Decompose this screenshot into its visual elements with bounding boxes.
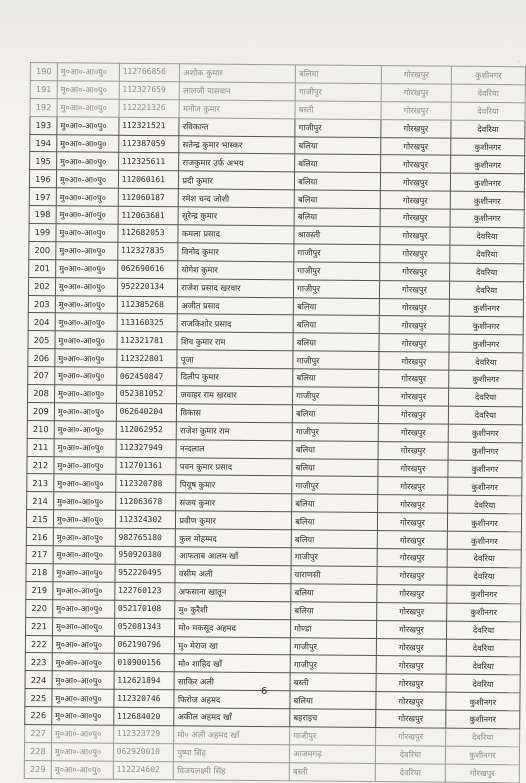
table-row (24, 760, 519, 782)
current-posting-cell: देवरिया (375, 763, 445, 782)
new-posting-cell: देवरिया (446, 639, 520, 658)
new-posting-cell: देवरिया (446, 621, 520, 640)
employee-id-cell: 112621894 (114, 672, 175, 690)
current-posting-cell: गोरखपुर (378, 405, 448, 424)
serial-number-cell: 213 (27, 474, 54, 492)
home-district-cell: गाजीपुर (294, 279, 380, 298)
employee-name-cell: सतेन्द्र कुमार भास्कर (179, 135, 295, 154)
rank-cell: मु०आ०-आ०पु० (54, 438, 116, 456)
home-district-cell: गोण्डा (291, 619, 377, 638)
rank-cell: मु०आ०-आ०पु० (56, 170, 118, 188)
employee-id-cell: 112060161 (118, 171, 179, 189)
rank-cell: मु०आ०-आ०पु० (54, 456, 116, 474)
home-district-cell: श्रावस्ती (294, 226, 380, 245)
new-posting-cell: कुशीनगर (448, 460, 522, 479)
employee-id-cell: 112327835 (117, 242, 178, 260)
rank-cell: मु०आ०-आ०पु० (56, 188, 118, 206)
current-posting-cell: गोरखपुर (380, 244, 450, 263)
new-posting-cell: देवरिया (449, 281, 523, 300)
serial-number-cell: 202 (28, 277, 55, 295)
employee-id-cell: 052381052 (116, 385, 177, 403)
rank-cell: मु०आ०-आ०पु० (52, 635, 114, 653)
employee-id-cell: 112682053 (118, 224, 179, 242)
current-posting-cell: गोरखपुर (381, 119, 451, 138)
rank-cell: मु०आ०-आ०पु० (51, 760, 113, 778)
current-posting-cell: गोरखपुर (379, 298, 449, 317)
rank-cell: मु०आ०-आ०पु० (53, 564, 115, 582)
home-district-cell: गाजीपुर (295, 83, 381, 102)
serial-number-cell: 218 (26, 563, 53, 581)
employee-id-cell: 112060187 (118, 189, 179, 207)
edge-mark: · (515, 58, 523, 66)
current-posting-cell: गोरखपुर (380, 209, 450, 228)
serial-number-cell: 216 (26, 528, 53, 546)
employee-name-cell: राजेश प्रसाद खरवार (178, 278, 294, 297)
rank-cell: मु०आ०-आ०पु० (53, 582, 115, 600)
employee-id-cell: 112321521 (119, 117, 180, 135)
employee-id-cell: 112684020 (113, 707, 174, 725)
employee-id-cell: 112321781 (117, 332, 178, 350)
home-district-cell: बलिया (293, 333, 379, 352)
employee-name-cell: मो० अली अहमद खाँ (174, 726, 290, 745)
serial-number-cell: 221 (25, 617, 52, 635)
current-posting-cell: गोरखपुर (379, 334, 449, 353)
employee-name-cell: जवाहर राम खरवार (177, 386, 293, 405)
employee-name-cell: रविकान्त (179, 117, 295, 136)
home-district-cell: बस्ती (290, 673, 376, 692)
employee-name-cell: राजकुमार उर्फ अभय (179, 153, 295, 172)
current-posting-cell: गोरखपुर (381, 83, 451, 102)
serial-number-cell: 205 (28, 331, 55, 349)
new-posting-cell: देवरिया (450, 227, 524, 246)
new-posting-cell: देवरिया (446, 674, 520, 693)
rank-cell: मु०आ०-आ०पु० (55, 331, 117, 349)
employee-id-cell: 112701361 (116, 457, 177, 475)
employee-id-cell: 982765180 (115, 528, 176, 546)
serial-number-cell: 222 (25, 635, 52, 653)
employee-name-cell: आफताब आलम खाँ (176, 547, 292, 566)
current-posting-cell: गोरखपुर (381, 66, 451, 85)
employee-name-cell: अकील अहमद खाँ (174, 708, 290, 727)
serial-number-cell: 190 (30, 63, 57, 81)
serial-number-cell: 201 (29, 259, 56, 277)
current-posting-cell: गोरखपुर (378, 441, 448, 460)
serial-number-cell: 214 (27, 492, 54, 510)
employee-name-cell: प्रवीण कुमार (176, 511, 292, 530)
serial-number-cell: 224 (25, 671, 52, 689)
serial-number-cell: 212 (27, 456, 54, 474)
home-district-cell: बलिया (294, 208, 380, 227)
current-posting-cell: गोरखपुर (379, 370, 449, 389)
new-posting-cell: देवरिया (451, 120, 525, 139)
current-posting-cell: गोरखपुर (380, 155, 450, 174)
new-posting-cell: कुशीनगर (450, 174, 524, 193)
rank-cell: मु०आ०-आ०पु० (53, 492, 115, 510)
serial-number-cell: 200 (29, 241, 56, 259)
new-posting-cell: देवरिया (449, 352, 523, 371)
rank-cell: मु०आ०-आ०पु० (57, 81, 119, 99)
employee-name-cell: फुल मोहम्मद (176, 529, 292, 548)
employee-name-cell: पियूष कुमार (176, 475, 292, 494)
employee-name-cell: कमला प्रसाद (178, 225, 294, 244)
new-posting-cell: देवरिया (450, 263, 524, 282)
new-posting-cell: कुशीनगर (449, 335, 523, 354)
employee-name-cell: फिरोज अहमद (174, 690, 290, 709)
home-district-cell: बलिया (290, 691, 376, 710)
current-posting-cell: गोरखपुर (376, 674, 446, 693)
home-district-cell: गाजीपुर (294, 262, 380, 281)
employee-id-cell: 112325611 (118, 153, 179, 171)
serial-number-cell: 204 (28, 313, 55, 331)
employee-name-cell: दिलीप कुमार (177, 368, 293, 387)
employee-id-cell: 112327949 (116, 439, 177, 457)
serial-number-cell: 209 (27, 402, 54, 420)
home-district-cell: आजमगढ़ (290, 745, 376, 764)
transfer-table (24, 62, 526, 783)
current-posting-cell: गोरखपुर (377, 584, 447, 603)
new-posting-cell: गोरखपुर (445, 764, 519, 783)
new-posting-cell: कुशीनगर (448, 442, 522, 461)
rank-cell: मु०आ०-आ०पु० (54, 385, 116, 403)
employee-name-cell: संजय कुमार (176, 493, 292, 512)
current-posting-cell: गोरखपुर (378, 495, 448, 514)
employee-id-cell: 950920380 (115, 546, 176, 564)
new-posting-cell: कुशीनगर (448, 478, 522, 497)
employee-id-cell: 112324302 (115, 511, 176, 529)
employee-id-cell: 112320788 (115, 475, 176, 493)
current-posting-cell: गोरखपुर (378, 459, 448, 478)
rank-cell: मु०आ०-आ०पु० (52, 689, 114, 707)
page-number: 6 (261, 686, 268, 697)
home-district-cell: गाजीपुर (292, 423, 378, 442)
employee-name-cell: शिव कुमार राम (177, 332, 293, 351)
employee-id-cell: 010900156 (114, 654, 175, 672)
rank-cell: मु०आ०-आ०पु० (53, 528, 115, 546)
home-district-cell: वाराणसी (291, 566, 377, 585)
employee-name-cell: सुरेन्द्र कुमार (178, 207, 294, 226)
employee-name-cell: राजकिशोर प्रसाद (178, 314, 294, 333)
new-posting-cell: कुशीनगर (450, 191, 524, 210)
home-district-cell: गाजीपुर (295, 118, 381, 137)
current-posting-cell: गोरखपुर (380, 191, 450, 210)
current-posting-cell: गोरखपुर (377, 549, 447, 568)
serial-number-cell: 225 (25, 689, 52, 707)
serial-number-cell: 194 (30, 134, 57, 152)
employee-name-cell: पवन कुमार प्रसाद (176, 457, 292, 476)
employee-id-cell: 112063678 (115, 493, 176, 511)
current-posting-cell: गोरखपुर (376, 656, 446, 675)
new-posting-cell: कुशीनगर (451, 66, 525, 85)
rank-cell: मु०आ०-आ०पु० (57, 99, 119, 117)
employee-name-cell: विनोद कुमार (178, 243, 294, 262)
current-posting-cell: गोरखपुर (377, 566, 447, 585)
employee-id-cell: 112224602 (113, 761, 174, 779)
employee-name-cell: योगेश कुमार (178, 261, 294, 280)
rank-cell: मु०आ०-आ०पु० (55, 295, 117, 313)
employee-name-cell: मु० कुरैशी (175, 601, 291, 620)
employee-id-cell: 062640204 (116, 403, 177, 421)
employee-id-cell: 113160325 (117, 314, 178, 332)
employee-id-cell: 062690616 (117, 260, 178, 278)
employee-name-cell: मो० मकसूद अहमद (175, 618, 291, 637)
home-district-cell: बलिया (293, 405, 379, 424)
employee-id-cell: 112322801 (117, 350, 178, 368)
employee-name-cell: राजेश कुमार राम (177, 422, 293, 441)
current-posting-cell: गोरखपुर (376, 692, 446, 711)
employee-id-cell: 112385268 (117, 296, 178, 314)
employee-name-cell: वसीम अली (175, 565, 291, 584)
new-posting-cell: देवरिया (446, 657, 520, 676)
serial-number-cell: 223 (25, 653, 52, 671)
employee-id-cell: 112387059 (118, 135, 179, 153)
home-district-cell: गाजीपुर (290, 655, 376, 674)
current-posting-cell: गोरखपुर (377, 513, 447, 532)
serial-number-cell: 217 (26, 546, 53, 564)
new-posting-cell: कुशीनगर (447, 603, 521, 622)
employee-id-cell: 112323729 (113, 725, 174, 743)
rank-cell: मु०आ०-आ०पु० (52, 671, 114, 689)
serial-number-cell: 198 (29, 206, 56, 224)
rank-cell: मु०आ०-आ०पु० (55, 277, 117, 295)
new-posting-cell: कुशीनगर (447, 531, 521, 550)
employee-name-cell: अशोक कुमार (180, 64, 296, 83)
employee-name-cell: मु० मेराज खा (175, 636, 291, 655)
new-posting-cell: कुशीनगर (445, 746, 519, 765)
home-district-cell: बलिया (292, 458, 378, 477)
transfer-table-body (24, 63, 525, 783)
new-posting-cell: देवरिया (451, 102, 525, 121)
home-district-cell: बलिया (291, 602, 377, 621)
employee-name-cell: रमेश चन्द जोशी (179, 189, 295, 208)
home-district-cell: बस्ती (295, 101, 381, 120)
home-district-cell: बलिया (293, 315, 379, 334)
employee-name-cell: मो० शाहिद खाँ (175, 654, 291, 673)
current-posting-cell: गोरखपुर (381, 101, 451, 120)
home-district-cell: गाजीपुर (291, 637, 377, 656)
employee-name-cell: मनोज कुमार (179, 100, 295, 119)
serial-number-cell: 206 (28, 349, 55, 367)
serial-number-cell: 210 (27, 420, 54, 438)
serial-number-cell: 193 (30, 116, 57, 134)
employee-name-cell: नन्दलाल (176, 439, 292, 458)
current-posting-cell: देवरिया (375, 745, 445, 764)
current-posting-cell: गोरखपुर (379, 352, 449, 371)
serial-number-cell: 226 (25, 707, 52, 725)
employee-id-cell: 052170108 (114, 600, 175, 618)
current-posting-cell: गोरखपुर (376, 620, 446, 639)
home-district-cell: बलिया (295, 154, 381, 173)
employee-name-cell: साकिर अली (174, 672, 290, 691)
employee-id-cell: 112062952 (116, 421, 177, 439)
rank-cell: मु०आ०-आ०पु० (54, 421, 116, 439)
serial-number-cell: 219 (26, 581, 53, 599)
new-posting-cell: देवरिया (448, 496, 522, 515)
home-district-cell: गाजीपुर (291, 548, 377, 567)
home-district-cell: गाजीपुर (293, 387, 379, 406)
rank-cell: मु०आ०-आ०पु० (55, 367, 117, 385)
new-posting-cell: कुशीनगर (447, 585, 521, 604)
employee-id-cell: 122760123 (114, 582, 175, 600)
employee-name-cell: पुष्पा सिंह (174, 744, 290, 763)
home-district-cell: बलिया (294, 190, 380, 209)
current-posting-cell: गोरखपुर (379, 280, 449, 299)
home-district-cell: गाजीपुर (294, 244, 380, 263)
home-district-cell: बलिया (291, 584, 377, 603)
rank-cell: मु०आ०-आ०पु० (55, 349, 117, 367)
rank-cell: मु०आ०-आ०पु० (52, 617, 114, 635)
new-posting-cell: देवरिया (447, 567, 521, 586)
rank-cell: मु०आ०-आ०पु० (55, 313, 117, 331)
home-district-cell: बलिया (295, 172, 381, 191)
rank-cell: मु०आ०-आ०पु० (51, 743, 113, 761)
current-posting-cell: गोरखपुर (377, 602, 447, 621)
new-posting-cell: देवरिया (450, 245, 524, 264)
employee-id-cell: 052081343 (114, 618, 175, 636)
home-district-cell: बलिया (294, 297, 380, 316)
new-posting-cell: देवरिया (448, 406, 522, 425)
employee-id-cell: 952220495 (115, 564, 176, 582)
home-district-cell: बलिया (292, 494, 378, 513)
rank-cell: मु०आ०-आ०पु० (53, 546, 115, 564)
serial-number-cell: 227 (25, 724, 52, 742)
current-posting-cell: गोरखपुर (378, 388, 448, 407)
rank-cell: मु०आ०-आ०पु० (56, 206, 118, 224)
rank-cell: मु०आ०-आ०पु० (57, 116, 119, 134)
current-posting-cell: गोरखपुर (380, 262, 450, 281)
current-posting-cell: गोरखपुर (380, 173, 450, 192)
serial-number-cell: 211 (27, 438, 54, 456)
rank-cell: मु०आ०-आ०पु० (56, 152, 118, 170)
employee-name-cell: विकास (177, 404, 293, 423)
new-posting-cell: देवरिया (448, 388, 522, 407)
serial-number-cell: 229 (24, 760, 51, 778)
employee-id-cell: 062920010 (113, 743, 174, 761)
rank-cell: मु०आ०-आ०पु० (52, 653, 114, 671)
serial-number-cell: 196 (29, 170, 56, 188)
employee-name-cell: अफसाना खातून (175, 583, 291, 602)
new-posting-cell: कुशीनगर (451, 138, 525, 157)
home-district-cell: गाजीपुर (292, 476, 378, 495)
current-posting-cell: गोरखपुर (378, 423, 448, 442)
new-posting-cell: कुशीनगर (450, 209, 524, 228)
rank-cell: मु०आ०-आ०पु० (56, 242, 118, 260)
serial-number-cell: 195 (30, 152, 57, 170)
rank-cell: मु०आ०-आ०पु० (57, 63, 119, 81)
home-district-cell: बलिया (292, 441, 378, 460)
new-posting-cell: कुशीनगर (451, 156, 525, 175)
new-posting-cell: देवरिया (447, 549, 521, 568)
serial-number-cell: 197 (29, 188, 56, 206)
rank-cell: मु०आ०-आ०पु० (56, 224, 118, 242)
home-district-cell: गाजीपुर (290, 727, 376, 746)
new-posting-cell: कुशीनगर (446, 692, 520, 711)
current-posting-cell: गोरखपुर (376, 710, 446, 729)
current-posting-cell: गोरखपुर (379, 316, 449, 335)
rank-cell: मु०आ०-आ०पु० (54, 474, 116, 492)
new-posting-cell: कुशीनगर (446, 710, 520, 729)
new-posting-cell: कुशीनगर (448, 424, 522, 443)
rank-cell: मु०आ०-आ०पु० (56, 260, 118, 278)
serial-number-cell: 192 (30, 98, 57, 116)
employee-id-cell: 112327659 (119, 81, 180, 99)
serial-number-cell: 220 (26, 599, 53, 617)
home-district-cell: बस्ती (289, 763, 375, 782)
employee-name-cell: लालजी पासवान (180, 82, 296, 101)
current-posting-cell: गोरखपुर (381, 137, 451, 156)
serial-number-cell: 199 (29, 224, 56, 242)
serial-number-cell: 208 (28, 385, 55, 403)
new-posting-cell: कुशीनगर (447, 513, 521, 532)
new-posting-cell: देवरिया (446, 728, 520, 747)
rank-cell: मु०आ०-आ०पु० (57, 134, 119, 152)
home-district-cell: बलिया (293, 369, 379, 388)
home-district-cell: गाजीपुर (293, 351, 379, 370)
serial-number-cell: 203 (28, 295, 55, 313)
serial-number-cell: 207 (28, 367, 55, 385)
serial-number-cell: 191 (30, 80, 57, 98)
new-posting-cell: देवरिया (451, 84, 525, 103)
current-posting-cell: गोरखपुर (376, 727, 446, 746)
current-posting-cell: गोरखपुर (380, 227, 450, 246)
rank-cell: मु०आ०-आ०पु० (53, 510, 115, 528)
new-posting-cell: कुशीनगर (449, 317, 523, 336)
employee-id-cell: 952220134 (117, 278, 178, 296)
employee-id-cell: 112320746 (114, 689, 175, 707)
home-district-cell: बलिया (296, 65, 382, 84)
rank-cell: मु०आ०-आ०पु० (54, 403, 116, 421)
current-posting-cell: गोरखपुर (376, 638, 446, 657)
home-district-cell: बलिया (295, 136, 381, 155)
current-posting-cell: गोरखपुर (378, 477, 448, 496)
rank-cell: मु०आ०-आ०पु० (53, 599, 115, 617)
new-posting-cell: कुशीनगर (449, 299, 523, 318)
employee-id-cell: 112063681 (118, 206, 179, 224)
current-posting-cell: गोरखपुर (377, 531, 447, 550)
home-district-cell: बलिया (291, 530, 377, 549)
new-posting-cell: कुशीनगर (449, 370, 523, 389)
employee-id-cell: 062190796 (114, 636, 175, 654)
employee-name-cell: पूजा (177, 350, 293, 369)
employee-name-cell: अजीत प्रसाद (178, 296, 294, 315)
rank-cell: मु०आ०-आ०पु० (52, 707, 114, 725)
employee-id-cell: 062450847 (116, 367, 177, 385)
employee-id-cell: 112221326 (119, 99, 180, 117)
employee-name-cell: विजयलक्ष्मी सिंह (174, 762, 290, 781)
serial-number-cell: 228 (24, 742, 51, 760)
employee-id-cell: 112766856 (119, 63, 180, 81)
rank-cell: मु०आ०-आ०पु० (51, 725, 113, 743)
home-district-cell: बलिया (292, 512, 378, 531)
serial-number-cell: 215 (26, 510, 53, 528)
home-district-cell: बहराइच (290, 709, 376, 728)
employee-name-cell: प्रदी कुमार (179, 171, 295, 190)
